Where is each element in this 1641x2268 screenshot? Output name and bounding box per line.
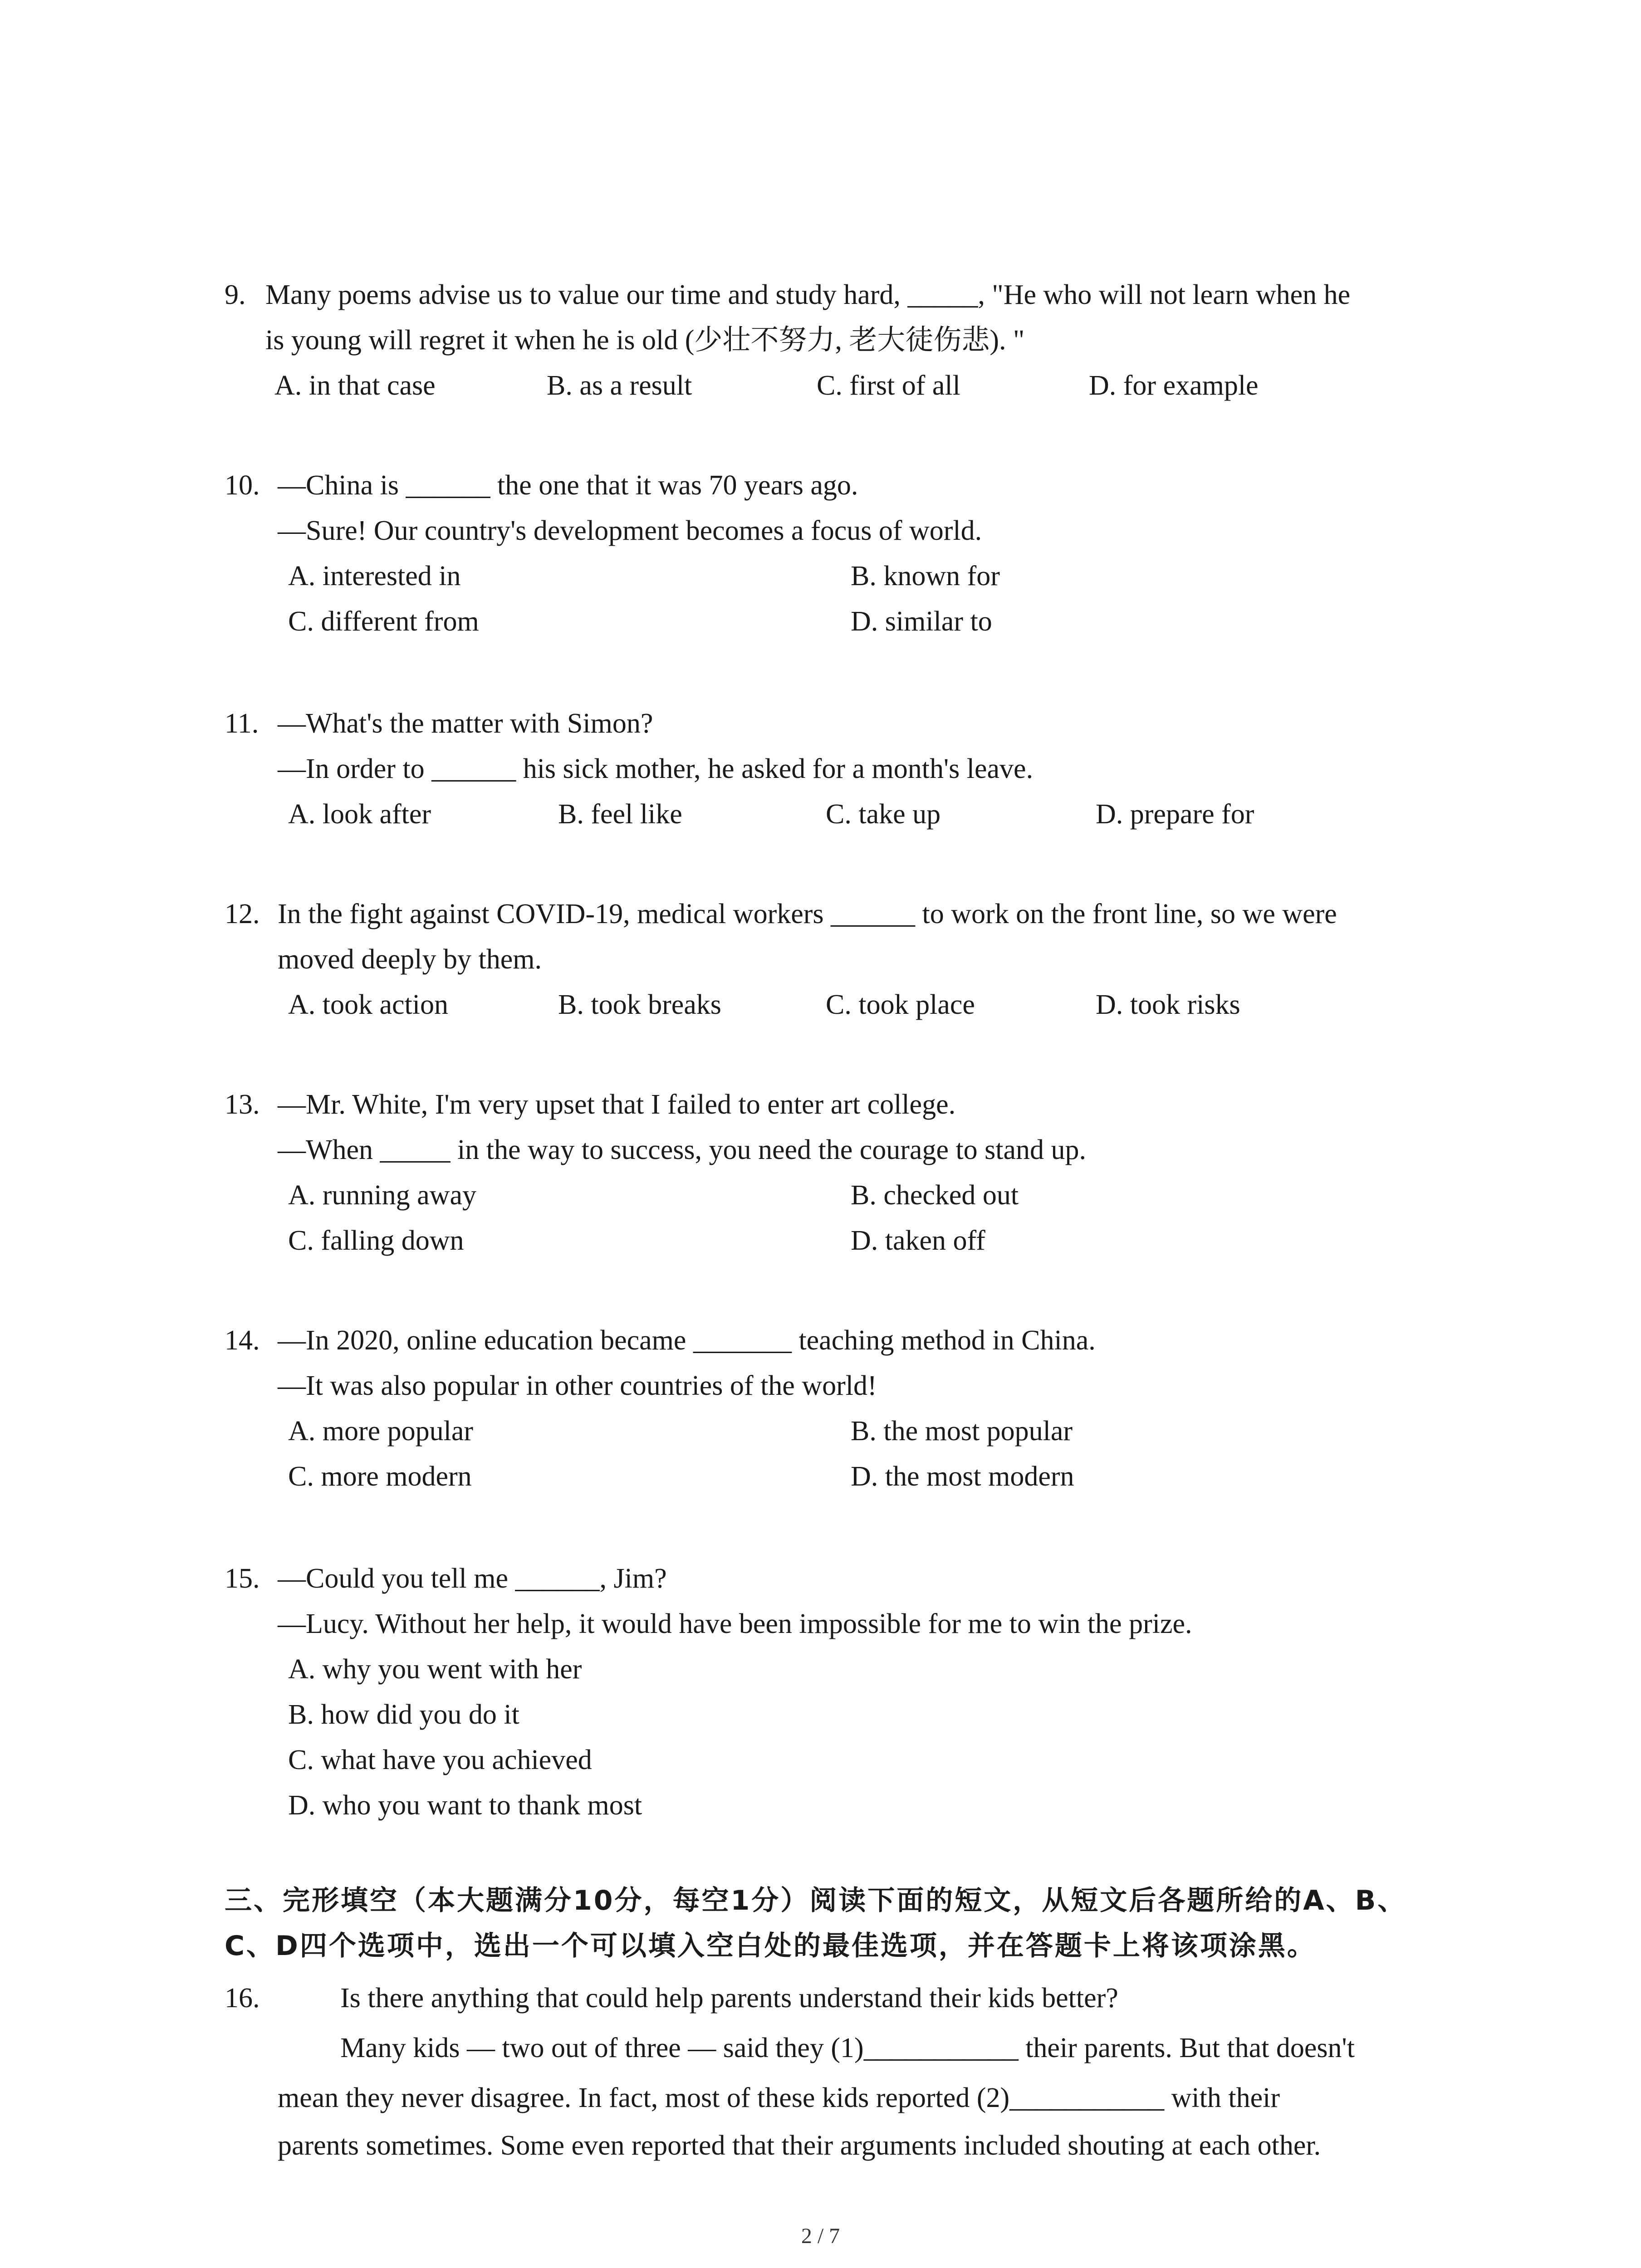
question-9-blank: _____ [907, 279, 978, 310]
question-10-option-a: A. interested in [288, 561, 461, 591]
question-12-line-2 [278, 941, 542, 978]
question-10-option-d: D. similar to [851, 606, 992, 637]
question-12-text-b: to work on the front line, so we were [915, 899, 1337, 929]
question-13-blank: _____ [380, 1134, 451, 1165]
question-12-number: 12. [225, 899, 260, 929]
passage-line-3-text-b: with their [1164, 2082, 1280, 2113]
question-15-blank: ______ [515, 1563, 600, 1594]
question-10-line-1 [278, 467, 858, 503]
question-9-number: 9. [225, 279, 246, 310]
question-14-text-c: —It was also popular in other countries of the world! [278, 1370, 877, 1401]
passage-blank-1: ___________ [863, 2033, 1019, 2063]
question-9-line-1 [265, 277, 1350, 313]
question-14-option-c: C. more modern [288, 1461, 472, 1492]
question-9-line-2 [265, 322, 1024, 358]
question-13-option-b: B. checked out [851, 1180, 1019, 1211]
section-3-title-line-1: 三、完形填空（本大题满分10分，每空1分）阅读下面的短文，从短文后各题所给的A、B、 [225, 1885, 1407, 1916]
question-13-option-c: C. falling down [288, 1225, 464, 1256]
question-10-text-c: —Sure! Our country's development becomes a focus of world. [278, 515, 982, 546]
question-14-line-2 [278, 1368, 877, 1404]
question-15-line-2 [278, 1606, 1192, 1642]
question-14-option-b: B. the most popular [851, 1416, 1073, 1447]
question-11-text-b: —In order to [278, 753, 432, 784]
question-13-number: 13. [225, 1089, 260, 1120]
question-13-line-1 [278, 1086, 955, 1123]
passage-line-3-text-a: mean they never disagree. In fact, most of these kids reported (2) [278, 2082, 1010, 2113]
question-11-text-c: his sick mother, he asked for a month's leave. [516, 753, 1034, 784]
page-number: 2 / 7 [801, 2224, 840, 2248]
question-14-option-a: A. more popular [288, 1416, 474, 1447]
question-9-text-a: Many poems advise us to value our time and study hard, [265, 279, 908, 310]
question-15-text-a: —Could you tell me [278, 1563, 515, 1594]
question-13-option-d: D. taken off [851, 1225, 985, 1256]
question-9-option-b: B. as a result [547, 370, 692, 401]
question-11-line-1 [278, 705, 653, 742]
passage-line-2 [340, 2030, 1355, 2066]
passage-blank-2: ___________ [1009, 2082, 1165, 2113]
question-12-text-a: In the fight against COVID-19, medical workers [278, 899, 831, 929]
question-14-line-1 [278, 1322, 1096, 1359]
question-10-option-c: C. different from [288, 606, 479, 637]
question-14-option-d: D. the most modern [851, 1461, 1074, 1492]
question-14-text-b: teaching method in China. [791, 1325, 1096, 1356]
question-11-option-d: D. prepare for [1096, 799, 1254, 830]
question-10-option-b: B. known for [851, 561, 1000, 591]
question-15-option-b: B. how did you do it [288, 1699, 519, 1730]
question-9-text-c: is young will regret it when he is old (少壮不努力, 老大徒伤悲). " [265, 325, 1025, 356]
question-11-option-c: C. take up [826, 799, 941, 830]
passage-line-4: parents sometimes. Some even reported that their arguments included shouting at each other. [278, 2130, 1321, 2161]
question-10-number: 10. [225, 470, 260, 501]
question-11-text-a: —What's the matter with Simon? [278, 708, 653, 739]
question-15-option-c: C. what have you achieved [288, 1745, 592, 1775]
passage-16-number: 16. [225, 1983, 260, 2014]
question-12-line-1 [278, 896, 1337, 932]
question-11-blank: ______ [431, 753, 516, 784]
question-14-blank: _______ [693, 1325, 792, 1356]
question-12-blank: ______ [831, 899, 916, 929]
question-9-option-d: D. for example [1089, 370, 1259, 401]
question-13-line-2 [278, 1132, 1086, 1168]
question-10-text-b: the one that it was 70 years ago. [490, 470, 858, 501]
question-14-text-a: —In 2020, online education became [278, 1325, 693, 1356]
passage-line-2-text-b: their parents. But that doesn't [1018, 2033, 1355, 2063]
question-15-text-c: —Lucy. Without her help, it would have been impossible for me to win the prize. [278, 1608, 1192, 1639]
question-12-option-d: D. took risks [1096, 989, 1240, 1020]
question-15-option-d: D. who you want to thank most [288, 1790, 642, 1821]
question-13-text-b: —When [278, 1134, 380, 1165]
question-15-line-1 [278, 1560, 667, 1597]
question-12-option-b: B. took breaks [558, 989, 721, 1020]
question-15-number: 15. [225, 1563, 260, 1594]
question-13-text-c: in the way to success, you need the courage to stand up. [450, 1134, 1087, 1165]
question-9-option-a: A. in that case [274, 370, 436, 401]
question-12-text-c: moved deeply by them. [278, 944, 542, 975]
question-12-option-c: C. took place [826, 989, 975, 1020]
question-9-option-c: C. first of all [817, 370, 960, 401]
passage-line-3 [278, 2080, 1280, 2116]
question-10-text-a: —China is [278, 470, 406, 501]
question-15-text-b: , Jim? [599, 1563, 667, 1594]
question-13-option-a: A. running away [288, 1180, 476, 1211]
question-11-line-2 [278, 751, 1033, 787]
passage-line-2-text-a: Many kids — two out of three — said they (1) [340, 2033, 864, 2063]
question-13-text-a: —Mr. White, I'm very upset that I failed to enter art college. [278, 1089, 956, 1120]
section-3-title-line-2: C、D四个选项中，选出一个可以填入空白处的最佳选项，并在答题卡上将该项涂黑。 [225, 1930, 1316, 1962]
question-11-option-b: B. feel like [558, 799, 682, 830]
question-10-line-2 [278, 513, 982, 549]
question-12-option-a: A. took action [288, 989, 448, 1020]
question-14-number: 14. [225, 1325, 260, 1356]
question-10-blank: ______ [406, 470, 490, 501]
question-11-number: 11. [225, 708, 259, 739]
question-11-option-a: A. look after [288, 799, 431, 830]
question-15-option-a: A. why you went with her [288, 1654, 582, 1685]
question-9-text-b: , "He who will not learn when he [978, 279, 1351, 310]
passage-line-1: Is there anything that could help parents understand their kids better? [340, 1983, 1118, 2014]
